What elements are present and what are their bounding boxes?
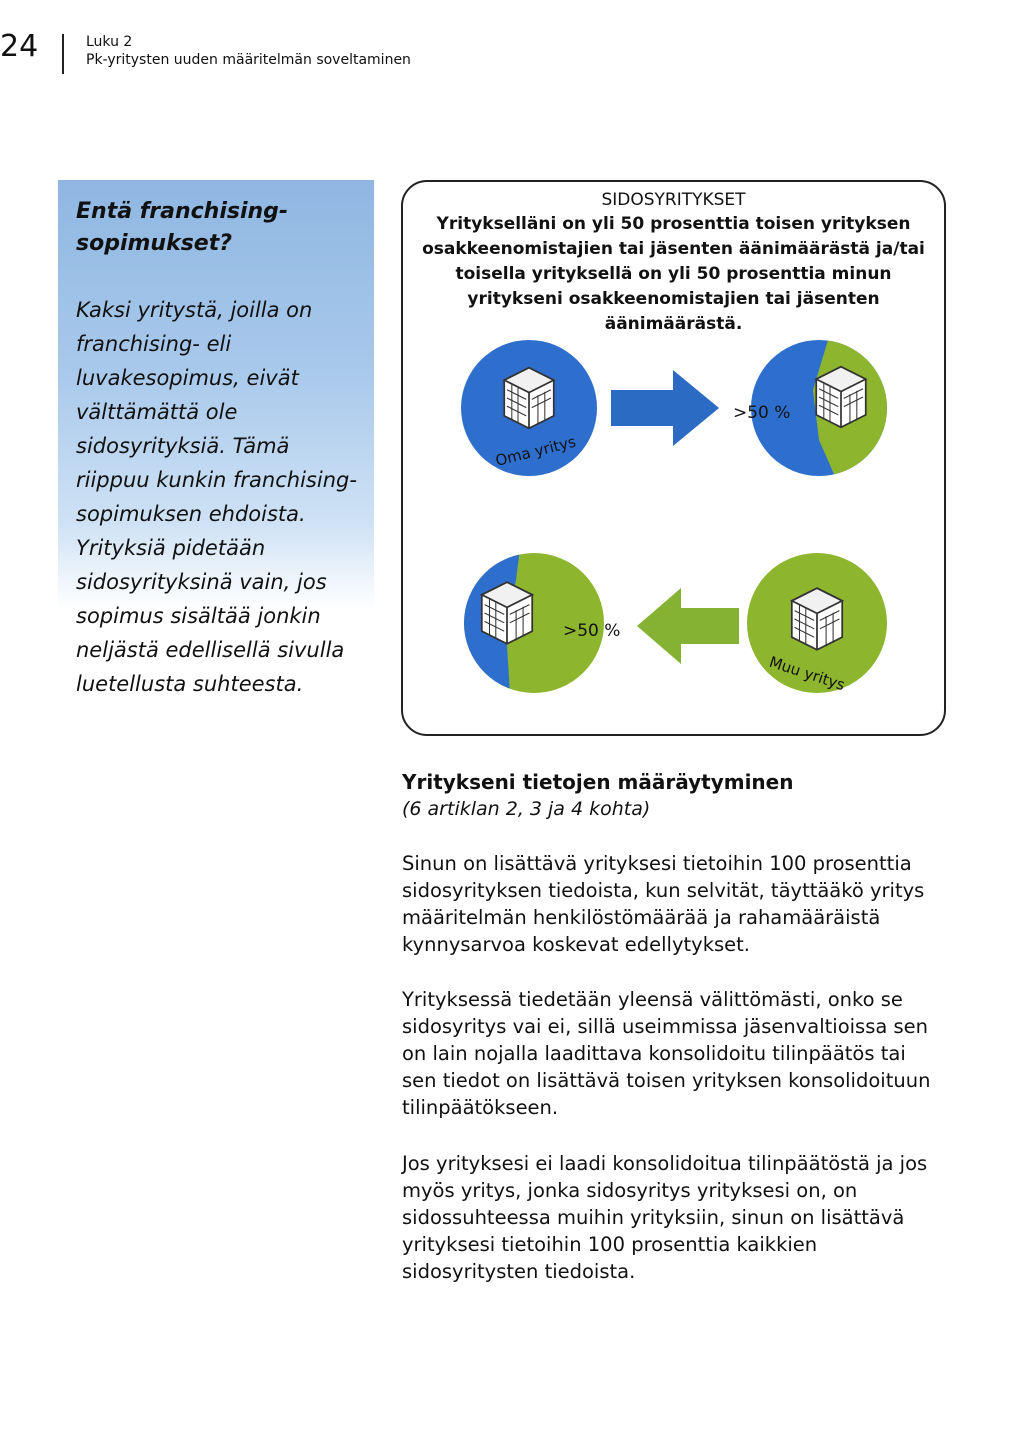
diagram-text: Yritykselläni on yli 50 prosenttia toisen yrityksen osakkeenomistajien tai jäsenten äänimäärästä ja/tai toisella yrityksellä on yli 50 prosenttia minun yritykseni osakkeenomistajien tai jäsenten äänimäärästä.	[422, 214, 925, 334]
building-icon	[792, 588, 842, 650]
building-icon	[816, 367, 866, 428]
building-icon	[482, 582, 532, 644]
other-company-label: Muu yritys	[766, 652, 848, 695]
page-number: 24	[0, 29, 39, 64]
paragraph-1: Sinun on lisättävä yrityksesi tietoihin 100 prosenttia sidosyrityksen tiedoista, kun selvität, täyttääkö yritys määritelmän henkilöstömäärää ja rahamääräistä kynnysarvoa koskevat edellytykset.	[402, 852, 925, 956]
arrow-right-icon	[611, 370, 719, 446]
diagram-heading: SIDOSYRITYKSET	[601, 190, 746, 210]
sidebar-body: Kaksi yritystä, joilla on franchising- eli luvakesopimus, eivät välttämättä ole sidosyrityksiä. Tämä riippuu kunkin franchising-sopimuksen ehdoista. Yrityksiä pidetään sidosyrityksinä vain, jos sopimus sisältää jonkin neljästä edellisellä sivulla luetellusta suhteesta.	[76, 298, 357, 696]
arrow-left-icon	[637, 588, 739, 664]
sidosyritykset-diagram	[401, 330, 946, 730]
building-icon	[504, 368, 554, 429]
share-label-top: >50 %	[733, 403, 791, 423]
sidebar-title: Entä franchising-sopimukset?	[76, 199, 289, 256]
share-label-bottom: >50 %	[563, 621, 621, 641]
section-subheading: (6 artiklan 2, 3 ja 4 kohta)	[402, 798, 651, 820]
own-company-label: Oma yritys	[493, 432, 578, 470]
chapter-label: Luku 2	[86, 34, 133, 50]
paragraph-3: Jos yrityksesi ei laadi konsolidoitua tilinpäätöstä ja jos myös yritys, jonka sidosyritys yrityksesi on, on sidossuhteessa muihin yrityksiin, sinun on lisättävä yrityksesi tietoihin 100 prosenttia kaikkien sidosyritysten tiedoista.	[402, 1152, 928, 1283]
chapter-title: Pk-yritysten uuden määritelmän soveltaminen	[86, 52, 411, 68]
header-divider	[62, 34, 64, 74]
paragraph-2: Yrityksessä tiedetään yleensä välittömästi, onko se sidosyritys vai ei, sillä useimmissa jäsenvaltioissa sen on lain nojalla laadittava konsolidoitu tilinpäätös tai sen tiedot on lisättävä toisen yrityksen konsolidoituun tilinpäätökseen.	[402, 988, 931, 1119]
section-heading: Yritykseni tietojen määräytyminen	[402, 770, 794, 794]
